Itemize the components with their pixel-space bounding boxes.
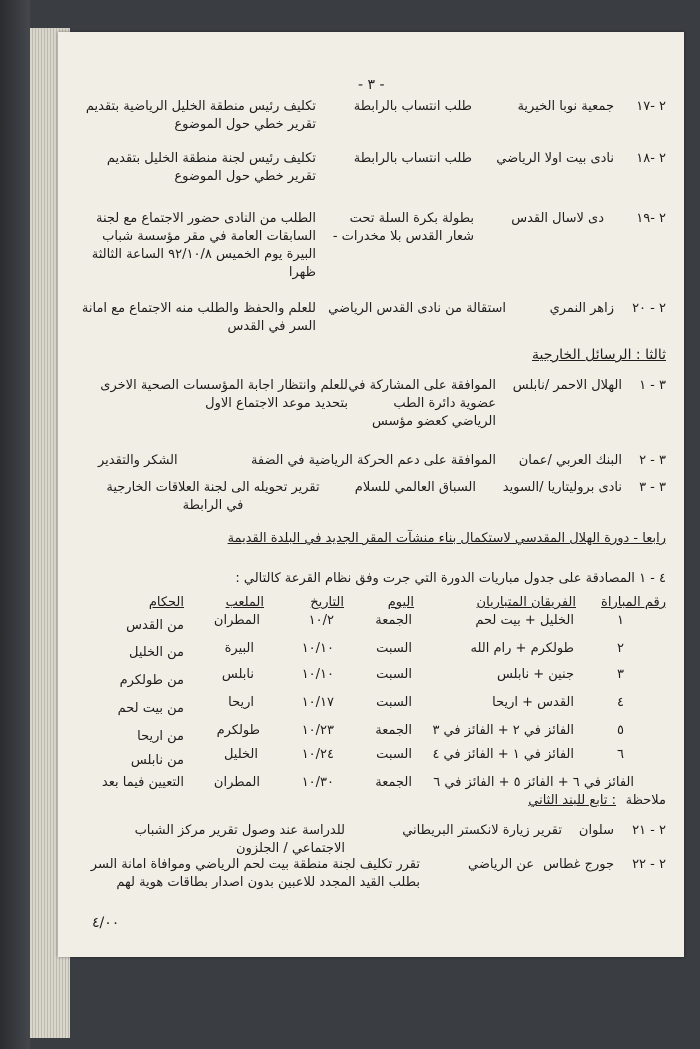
item-number: ٣ - ١ — [639, 378, 666, 393]
table-cell: البيرة — [224, 641, 254, 656]
table-cell: من طولكرم — [119, 673, 184, 688]
table-cell: ١٠/٣٠ — [301, 775, 334, 790]
item-subject: سلوان — [578, 823, 614, 838]
item-request: طلب انتساب بالرابطة — [353, 99, 472, 114]
table-cell: الفائز في ٦ + الفائز ٥ + الفائز في ٦ — [433, 775, 634, 790]
item-request: عن الرياضي — [468, 857, 534, 872]
item-subject: نادى بيت اولا الرياضي — [496, 151, 614, 166]
item-decision: الشكر والتقدير — [98, 453, 178, 468]
table-cell: السبت — [376, 747, 412, 762]
table-cell: ١٠/٢ — [308, 613, 334, 628]
item-subject: زاهر النمري — [549, 301, 614, 316]
item-decision: تقرر تكليف لجنة منطقة بيت لحم الرياضي وموافاة امانة السر بطلب القيد المجدد للاعبين بدون اصدار بطاقات هوية لهم — [90, 857, 420, 890]
footer-code: ٤/٠٠ — [92, 915, 120, 931]
section-heading: ثالثا : الرسائل الخارجية — [532, 347, 666, 363]
table-cell: نابلس — [221, 667, 254, 682]
table-cell: ١ — [617, 613, 624, 628]
table-header: رقم المباراة — [601, 595, 666, 610]
table-header: التاريخ — [310, 595, 344, 610]
item-request: السباق العالمي للسلام — [354, 480, 476, 495]
table-cell: السبت — [376, 667, 412, 682]
table-cell: الخليل + بيت لحم — [475, 613, 574, 628]
table-cell: من اريحا — [137, 729, 184, 744]
table-cell: السبت — [376, 641, 412, 656]
table-cell: ١٠/٢٣ — [301, 723, 334, 738]
item-number: ٣ - ٢ — [639, 453, 666, 468]
note-text: : تابع للبند الثاني — [528, 793, 616, 808]
table-cell: ٢ — [617, 641, 624, 656]
table-cell: المطران — [213, 775, 260, 790]
item-decision: تقرير تحويله الى لجنة العلاقات الخارجية في الرابطة — [106, 480, 320, 513]
table-cell: السبت — [376, 695, 412, 710]
table-cell: جنين + نابلس — [496, 667, 574, 682]
table-header: الفريقان المتباريان — [476, 595, 576, 610]
page-number: - ٣ - — [358, 77, 385, 93]
item-number: ٢ - ٢١ — [632, 823, 666, 838]
item-number: ٢ -١٧ — [636, 99, 666, 114]
table-cell: طولكرم + رام الله — [470, 641, 574, 656]
item-request: الموافقة على دعم الحركة الرياضية في الضفة — [250, 453, 496, 468]
item-subject: الهلال الاحمر /نابلس — [512, 378, 622, 393]
section-heading: رابعا - دورة الهلال المقدسي لاستكمال بناء منشآت المقر الجديد في البلدة القديمة — [227, 531, 666, 546]
table-cell: ١٠/١٠ — [301, 641, 334, 656]
table-cell: من الخليل — [128, 645, 184, 660]
table-cell: ٣ — [617, 667, 624, 682]
table-cell: الفائز في ٢ + الفائز في ٣ — [432, 723, 574, 738]
item-number: ٣ - ٣ — [639, 480, 666, 495]
item-request: تقرير زيارة لانكستر البريطاني — [402, 823, 562, 838]
item-subject: دى لاسال القدس — [511, 211, 604, 226]
section-intro: ٤ - ١ المصادقة على جدول مباريات الدورة التي جرت وفق نظام القرعة كالتالي : — [235, 571, 666, 586]
table-cell: ١٠/١٧ — [301, 695, 334, 710]
item-request: الموافقة على المشاركة في عضوية دائرة الطب الرياضي كعضو مؤسس — [348, 378, 496, 429]
table-cell: ٥ — [617, 723, 624, 738]
table-cell: اريحا — [228, 695, 254, 710]
item-request: بطولة بكرة السلة تحت شعار القدس بلا مخدرات - — [332, 211, 474, 244]
table-header: الملعب — [225, 595, 264, 610]
table-cell: القدس + اريحا — [492, 695, 574, 710]
table-cell: ٤ — [617, 695, 624, 710]
table-cell: الخليل — [223, 747, 258, 762]
item-number: ٢ -١٨ — [636, 151, 666, 166]
table-cell: الجمعة — [375, 775, 412, 790]
item-subject: البنك العربي /عمان — [518, 453, 622, 468]
table-cell: التعيين فيما بعد — [101, 775, 184, 790]
table-cell: الفائز في ١ + الفائز في ٤ — [432, 747, 574, 762]
item-decision: تكليف رئيس لجنة منطقة الخليل بتقديم تقرير خطي حول الموضوع — [106, 151, 316, 184]
item-decision: الطلب من النادى حضور الاجتماع مع لجنة السابقات العامة في مقر مؤسسة شباب البيرة يوم الخميس ٩٢/١٠/٨ الساعة الثالثة ظهرا — [91, 211, 316, 280]
note-label: ملاحظة — [625, 793, 666, 808]
binder-spine — [0, 0, 30, 1049]
item-decision: تكليف رئيس منطقة الخليل الرياضية بتقديم تقرير خطي حول الموضوع — [85, 99, 316, 132]
item-subject: نادى بروليتاريا /السويد — [502, 480, 622, 495]
table-cell: ٦ — [617, 747, 624, 762]
item-decision: للعلم وانتظار اجابة المؤسسات الصحية الاخرى بتحديد موعد الاجتماع الاول — [100, 378, 348, 411]
table-header: اليوم — [387, 595, 414, 610]
table-cell: من القدس — [126, 618, 184, 633]
table-cell: الجمعة — [375, 723, 412, 738]
item-number: ٢ - ٢٠ — [632, 301, 666, 316]
table-cell: من نابلس — [130, 753, 184, 768]
table-header: الحكام — [148, 595, 184, 610]
table-cell: طولكرم — [216, 723, 260, 738]
document-page — [58, 32, 684, 957]
item-decision: للعلم والحفظ والطلب منه الاجتماع مع امانة السر في القدس — [81, 301, 316, 334]
table-cell: ١٠/١٠ — [301, 667, 334, 682]
item-subject: جمعية نوبا الخيرية — [517, 99, 614, 114]
table-cell: المطران — [213, 613, 260, 628]
table-cell: الجمعة — [375, 613, 412, 628]
item-subject: جورج غطاس — [543, 857, 614, 872]
table-cell: ١٠/٢٤ — [301, 747, 334, 762]
item-number: ٢ -١٩ — [636, 211, 666, 226]
item-request: استقالة من نادى القدس الرياضي — [328, 301, 506, 316]
item-number: ٢ - ٢٢ — [632, 857, 666, 872]
item-request: طلب انتساب بالرابطة — [353, 151, 472, 166]
table-cell: من بيت لحم — [117, 701, 184, 716]
item-decision: للدراسة عند وصول تقرير مركز الشباب الاجتماعي / الجلزون — [134, 823, 345, 856]
